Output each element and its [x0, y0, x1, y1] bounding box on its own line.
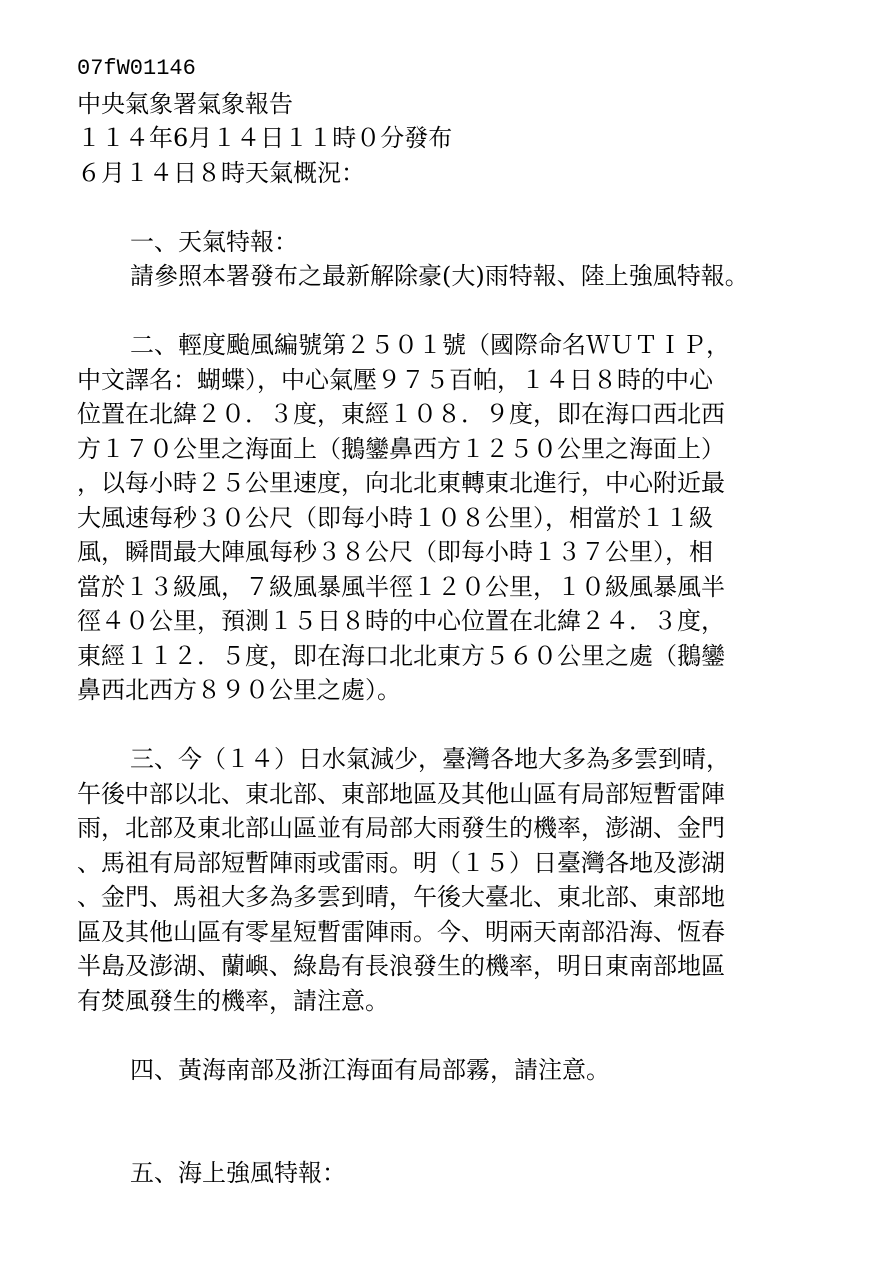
overview-time: ６月１４日８時天氣概況：	[77, 158, 365, 187]
section-typhoon	[77, 328, 817, 708]
section-line: 風，瞬間最大陣風每秒３８公尺（即每小時１３７公里），相	[77, 538, 713, 566]
section-line: 方１７０公里之海面上（鵝鑾鼻西方１２５０公里之海面上）	[77, 434, 725, 463]
section-line: 大風速每秒３０公尺（即每小時１０８公里），相當於１１級	[77, 503, 713, 532]
section-line: 雨，北部及東北部山區並有局部大雨發生的機率，澎湖、金門	[77, 814, 725, 842]
weather-report	[77, 52, 817, 1191]
section-weather-warning	[77, 225, 817, 294]
section-fog	[77, 1053, 817, 1088]
section-line: 位置在北緯２０．３度，東經１０８．９度，即在海口西北西	[77, 400, 725, 428]
document-id: 07fW01146	[77, 56, 196, 81]
section-line: ，以每小時２５公里速度，向北北東轉東北進行，中心附近最	[77, 469, 725, 497]
section-line: 請參照本署發布之最新解除豪(大)雨特報、陸上強風特報。	[130, 262, 749, 290]
section-line: 午後中部以北、東北部、東部地區及其他山區有局部短暫雷陣	[77, 779, 725, 808]
spacer	[77, 1087, 817, 1156]
section-line: 鼻西北西方８９０公里之處）。	[77, 676, 401, 704]
section-heading: 一、天氣特報：	[130, 227, 298, 256]
section-line: 、馬祖有局部短暫陣雨或雷雨。明（１５）日臺灣各地及澎湖	[77, 848, 725, 877]
spacer	[77, 1018, 817, 1053]
section-line: 當於１３級風，７級風暴風半徑１２０公里，１０級風暴風半	[77, 572, 725, 601]
section-line: 半島及澎湖、蘭嶼、綠島有長浪發生的機率，明日東南部地區	[77, 952, 725, 980]
spacer	[77, 190, 817, 225]
issue-time: １１４年6月１４日１１時０分發布	[77, 124, 453, 152]
section-line: 二、輕度颱風編號第２５０１號（國際命名ＷＵＴＩＰ，	[130, 331, 730, 359]
section-line: 三、今（１４）日水氣減少，臺灣各地大多為多雲到晴，	[130, 745, 730, 773]
section-line: 東經１１２．５度，即在海口北北東方５６０公里之處（鵝鑾	[77, 641, 725, 670]
section-forecast	[77, 742, 817, 1018]
spacer	[77, 294, 817, 329]
spacer	[77, 708, 817, 743]
section-line: 徑４０公里，預測１５日８時的中心位置在北緯２４．３度，	[77, 607, 725, 635]
section-line: 五、海上強風特報：	[130, 1159, 346, 1187]
section-marine-wind	[77, 1156, 817, 1191]
agency-title: 中央氣象署氣象報告	[77, 89, 293, 118]
section-line: 中文譯名：蝴蝶），中心氣壓９７５百帕，１４日８時的中心	[77, 365, 713, 394]
section-line: 區及其他山區有零星短暫雷陣雨。今、明兩天南部沿海、恆春	[77, 917, 725, 946]
section-line: 、金門、馬祖大多為多雲到晴，午後大臺北、東北部、東部地	[77, 883, 725, 911]
section-line: 四、黃海南部及浙江海面有局部霧，請注意。	[130, 1055, 610, 1084]
section-line: 有焚風發生的機率，請注意。	[77, 986, 389, 1015]
